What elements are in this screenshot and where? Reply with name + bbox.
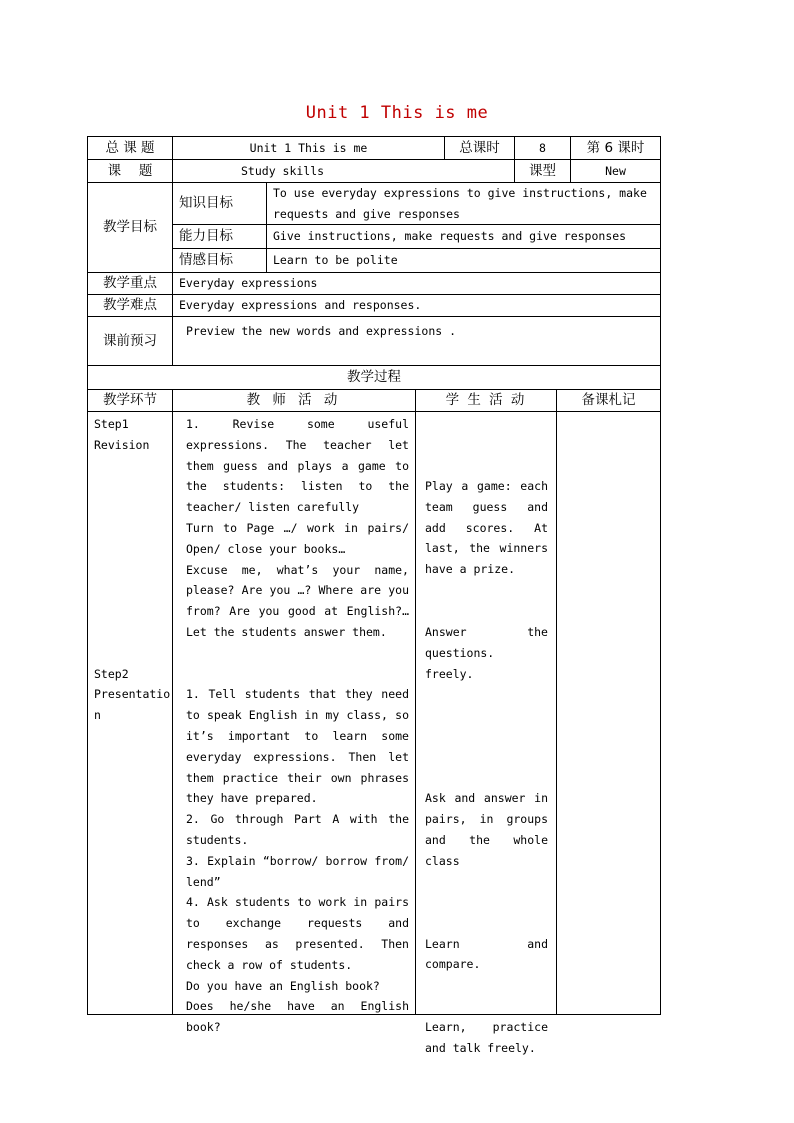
step1-name: [94, 414, 149, 456]
step2-name-line1: Step2: [94, 666, 129, 681]
type-value: New: [605, 163, 626, 178]
step2-student-p1: Ask and answer in pairs, in groups and the whole class: [425, 791, 548, 868]
key-point-label: 教学重点: [103, 275, 157, 292]
teacher-column: [172, 411, 416, 1035]
step2-student-p2: Learn and compare.: [425, 936, 548, 972]
header-student-cell: [415, 389, 557, 412]
header-notes-cell: [556, 389, 661, 412]
preview-label-cell: [87, 316, 173, 366]
step2-teacher-p3: 3. Explain “borrow/ borrow from/ lend”: [186, 853, 409, 889]
total-hours-value-cell: [514, 136, 571, 160]
step2-teacher-p1: 1. Tell students that they need to speak English in my class, so it’s important to learn some everyday expressions. Then let them practice their own phrases they have prepared.: [186, 687, 409, 806]
difficult-point-value: Everyday expressions and responses.: [179, 298, 422, 313]
goals-label: 教学目标: [103, 219, 157, 236]
total-hours-value: 8: [539, 140, 546, 155]
page-title: Unit 1 This is me: [305, 103, 489, 123]
total-topic-label: 总 课 题: [105, 139, 155, 156]
type-label-cell: [514, 159, 571, 183]
total-hours-label-cell: [444, 136, 515, 160]
difficult-point-value-cell: [172, 294, 661, 317]
knowledge-value-cell: [266, 182, 661, 225]
knowledge-label-cell: [172, 182, 267, 225]
difficult-point-label-cell: [87, 294, 173, 317]
step2-name-line3: n: [94, 708, 101, 723]
step1-teacher-p3: Excuse me, what’s your name, please? Are you …? Where are you from? Are you good at English?…Let the students answer them.: [186, 562, 409, 639]
goals-label-cell: [87, 182, 173, 273]
preview-value-cell: [172, 316, 661, 366]
total-topic-label-cell: [87, 136, 173, 160]
process-title: 教学过程: [347, 369, 401, 386]
total-hours-label: 总课时: [459, 139, 500, 156]
step-column: [87, 411, 173, 1015]
knowledge-label: 知识目标: [179, 195, 233, 212]
step1-name-line1: Step1: [94, 417, 129, 431]
preview-value: Preview the new words and expressions .: [186, 324, 457, 338]
total-topic-value-cell: [172, 136, 445, 160]
period-label-cell: [570, 136, 661, 160]
notes-column: [556, 411, 661, 1015]
topic-value: Study skills: [241, 163, 325, 178]
header-teacher: 教 师 活 动: [246, 392, 342, 409]
step1-student-p2: Answer the questions. freely.: [425, 624, 548, 681]
step2-teacher-p5: Do you have an English book?: [186, 978, 380, 993]
step1-name-line2: Revision: [94, 437, 150, 452]
ability-value-cell: [266, 224, 661, 249]
topic-label-cell: [87, 159, 173, 183]
emotion-label-cell: [172, 248, 267, 273]
step2-teacher-p2: 2. Go through Part A with the students.: [186, 812, 409, 847]
header-teacher-cell: [172, 389, 416, 412]
type-label: 课型: [529, 162, 556, 179]
emotion-value-cell: [266, 248, 661, 273]
step1-teacher-p2: Turn to Page …/ work in pairs/ Open/ close your books…: [186, 520, 409, 556]
step1-teacher-p1: 1. Revise some useful expressions. The teacher let them guess and plays a game to the students: listen to the teacher/ listen carefully: [186, 417, 409, 515]
ability-value: Give instructions, make requests and give responses: [273, 229, 627, 244]
key-point-label-cell: [87, 272, 173, 295]
difficult-point-label: 教学难点: [103, 297, 157, 314]
key-point-value-cell: [172, 272, 661, 295]
knowledge-value: To use everyday expressions to give instructions, make requests and give responses: [273, 186, 647, 221]
period-label: 第 6 课时: [586, 139, 645, 156]
step2-name-line2: Presentatio: [94, 687, 171, 702]
header-notes: 备课札记: [581, 392, 636, 409]
step2-student-p3: Learn, practice and talk freely.: [425, 1020, 548, 1055]
step2-teacher-p4: 4. Ask students to work in pairs to exchange requests and responses as presented. Then check a row of students.: [186, 895, 409, 972]
step2-teacher-p6: Does he/she have an English book?: [186, 999, 409, 1035]
emotion-value: Learn to be polite: [273, 253, 398, 268]
topic-value-cell: [172, 159, 515, 183]
key-point-value: Everyday expressions: [179, 276, 318, 291]
ability-label: 能力目标: [179, 228, 233, 245]
type-value-cell: [570, 159, 661, 183]
header-student: 学 生 活 动: [445, 392, 527, 409]
total-topic-value: Unit 1 This is me: [249, 140, 368, 155]
emotion-label: 情感目标: [179, 252, 233, 269]
ability-label-cell: [172, 224, 267, 249]
header-step-cell: [87, 389, 173, 412]
process-title-cell: [87, 365, 661, 390]
header-step: 教学环节: [103, 392, 157, 409]
student-column: [415, 411, 557, 1055]
step1-student-p1: Play a game: each team guess and add scores. At last, the winners have a prize.: [425, 479, 548, 577]
preview-label: 课前预习: [103, 332, 157, 349]
topic-label: 课 题: [107, 162, 153, 179]
step2-name: [94, 664, 170, 726]
